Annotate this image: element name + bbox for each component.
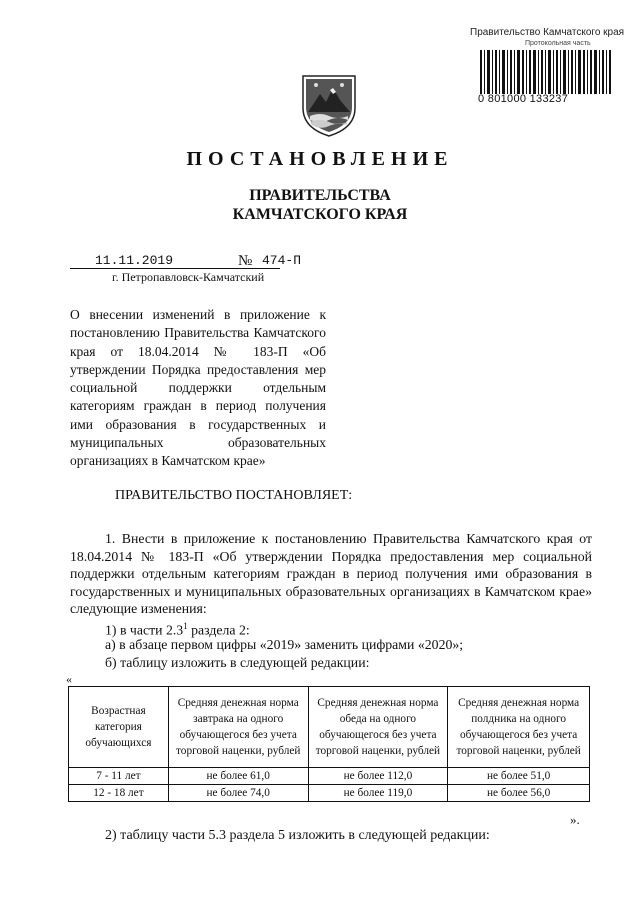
quote-close: ». <box>570 812 580 827</box>
table-header-cell: Средняя денежная норма полдника на одного обучающегося без учета торговой наценки, рублей <box>448 687 590 768</box>
document-date: 11.11.2019 <box>95 253 174 268</box>
quote-open: « <box>66 672 72 686</box>
organization-line-2: КАМЧАТСКОГО КРАЯ <box>232 206 408 223</box>
table-cell: не более 74,0 <box>168 785 308 802</box>
kamchatka-emblem <box>300 72 358 138</box>
item-1-superscript: 1 <box>183 621 188 631</box>
document-city: г. Петропавловск-Камчатский <box>112 270 265 284</box>
barcode-number: 0 801000 133237 <box>478 93 569 105</box>
item-a: а) в абзаце первом цифры «2019» заменить цифрами «2020»; <box>105 637 464 652</box>
table-cell: не более 112,0 <box>308 768 448 785</box>
table-cell: 12 - 18 лет <box>69 785 169 802</box>
number-sign: № <box>238 253 253 269</box>
barcode-image <box>478 44 612 94</box>
table-header-cell: Средняя денежная норма обеда на одного обучающегося без учета торговой наценки, рублей <box>308 687 448 768</box>
document-subject: О внесении изменений в приложение к постановлению Правительства Камчатского края от 18.04.2014 № 183-П «Об утверждении Порядка предоставления мер социальной поддержки отдельным категориям граждан в период получения ими образования в государственных и муниципальных образовательных организациях в Камчатском крае» <box>70 307 326 469</box>
item-2: 2) таблицу части 5.3 раздела 5 изложить в следующей редакции: <box>105 828 490 843</box>
organization-name <box>0 186 640 224</box>
table-cell: не более 61,0 <box>168 768 308 785</box>
stamp-subtitle: Протокольная часть <box>525 40 591 47</box>
paragraph-1: 1. Внести в приложение к постановлению Правительства Камчатского края от 18.04.2014 № 183-П «Об утверждении Порядка предоставления мер социальной поддержки отдельным категориям граждан в период получения ими образования в государственных и муниципальных образовательных организациях в Камчатском крае» следующие изменения: <box>70 531 592 616</box>
organization-line-1: ПРАВИТЕЛЬСТВА <box>249 187 391 204</box>
document-number: 474-П <box>262 253 302 268</box>
table-cell: не более 56,0 <box>448 785 590 802</box>
table-header-row <box>69 687 590 768</box>
meal-norms-table <box>68 686 590 802</box>
stamp-title: Правительство Камчатского края <box>470 27 625 38</box>
document-title: ПОСТАНОВЛЕНИЕ <box>186 148 454 170</box>
item-1-prefix: 1) в части 2.3 <box>105 622 184 638</box>
table-cell: не более 51,0 <box>448 768 590 785</box>
item-1-suffix: раздела 2: <box>187 622 250 638</box>
table-row <box>69 785 590 802</box>
table-row <box>69 768 590 785</box>
table-cell: не более 119,0 <box>308 785 448 802</box>
table-header-cell: Возрастная категория обучающихся <box>69 687 169 768</box>
item-b: б) таблицу изложить в следующей редакции: <box>105 655 370 670</box>
table-header-cell: Средняя денежная норма завтрака на одного обучающегося без учета торговой наценки, рублей <box>168 687 308 768</box>
table-cell: 7 - 11 лет <box>69 768 169 785</box>
decree-heading: ПРАВИТЕЛЬСТВО ПОСТАНОВЛЯЕТ: <box>115 488 353 503</box>
date-underline <box>70 268 280 269</box>
